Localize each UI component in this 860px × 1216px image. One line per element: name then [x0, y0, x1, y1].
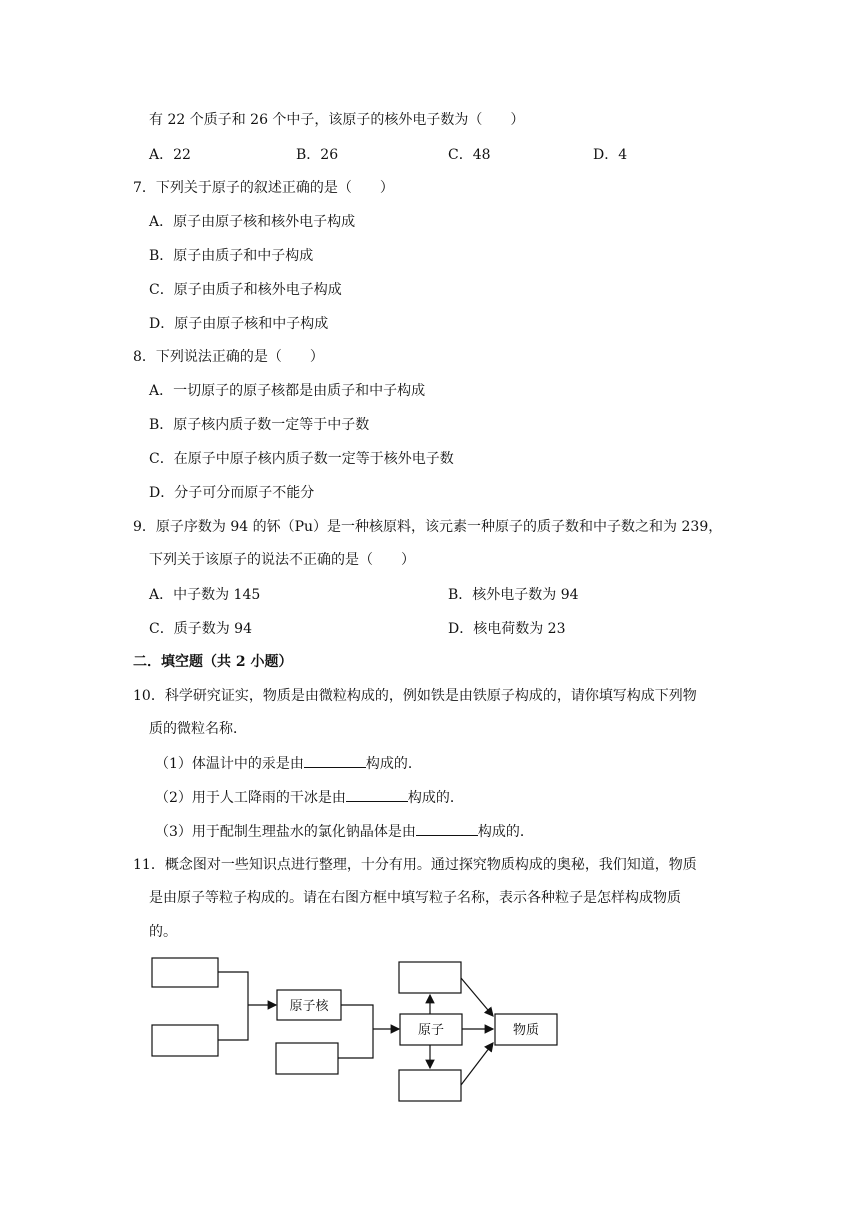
q6-stem: 有 22 个质子和 26 个中子，该原子的核外电子数为（ ） — [149, 112, 525, 128]
q10-item-2: （2）用于人工降雨的干冰是由 构成的． — [155, 787, 464, 808]
q7-stem: 7．下列关于原子的叙述正确的是（ ） — [133, 180, 394, 196]
answer-blank[interactable] — [304, 753, 366, 768]
q9-stem-line1: 9．原子序数为 94 的钚（Pu）是一种核原料，该元素一种原子的质子数和中子数之和为 239， — [133, 519, 723, 535]
concept-diagram — [140, 948, 570, 1108]
q6-option-a: A．22 — [149, 147, 191, 163]
q9-option-b: B．核外电子数为 94 — [448, 587, 579, 603]
q9-option-a: A．中子数为 145 — [149, 587, 261, 603]
nucleus-label: 原子核 — [289, 999, 329, 1014]
answer-blank[interactable] — [346, 787, 408, 802]
q8-option-c: C．在原子中原子核内质子数一定等于核外电子数 — [149, 451, 454, 467]
q8-option-a: A．一切原子的原子核都是由质子和中子构成 — [149, 383, 426, 399]
q9-option-d: D．核电荷数为 23 — [448, 621, 566, 637]
q10-stem-line1: 10．科学研究证实，物质是由微粒构成的，例如铁是由铁原子构成的，请你填写构成下列物 — [133, 688, 697, 704]
section-heading: 二．填空题（共 2 小题） — [133, 654, 293, 670]
q8-stem: 8．下列说法正确的是（ ） — [133, 349, 324, 365]
q8-option-d: D．分子可分而原子不能分 — [149, 485, 315, 501]
q10-item-3: （3）用于配制生理盐水的氯化钠晶体是由 构成的． — [155, 821, 534, 842]
blank-box-ion[interactable] — [399, 1070, 461, 1101]
q7-option-b: B．原子由质子和中子构成 — [149, 248, 314, 264]
q9-stem-line2: 下列关于该原子的说法不正确的是（ ） — [149, 552, 415, 568]
q7-option-a: A．原子由原子核和核外电子构成 — [149, 214, 356, 230]
matter-label: 物质 — [512, 1023, 540, 1038]
blank-box-neutron[interactable] — [152, 1025, 218, 1056]
blank-box-electron[interactable] — [276, 1043, 338, 1074]
atom-label: 原子 — [417, 1023, 445, 1038]
q8-option-b: B．原子核内质子数一定等于中子数 — [149, 417, 370, 433]
q6-option-b: B．26 — [296, 147, 339, 163]
q11-stem-line3: 的。 — [149, 924, 177, 940]
answer-blank[interactable] — [416, 821, 478, 836]
q7-option-d: D．原子由原子核和中子构成 — [149, 316, 329, 332]
q9-option-c: C．质子数为 94 — [149, 621, 252, 637]
q6-option-c: C．48 — [448, 147, 491, 163]
q10-item-1: （1）体温计中的汞是由 构成的． — [155, 753, 422, 774]
blank-box-proton[interactable] — [152, 958, 218, 987]
q6-option-d: D．4 — [593, 147, 628, 163]
q11-stem-line2: 是由原子等粒子构成的。请在右图方框中填写粒子名称，表示各种粒子是怎样构成物质 — [149, 890, 681, 906]
blank-box-molecule[interactable] — [399, 962, 461, 993]
q10-stem-line2: 质的微粒名称． — [149, 721, 247, 737]
q7-option-c: C．原子由质子和核外电子构成 — [149, 282, 342, 298]
q11-stem-line1: 11．概念图对一些知识点进行整理，十分有用。通过探究物质构成的奥秘，我们知道，物质 — [133, 857, 697, 873]
